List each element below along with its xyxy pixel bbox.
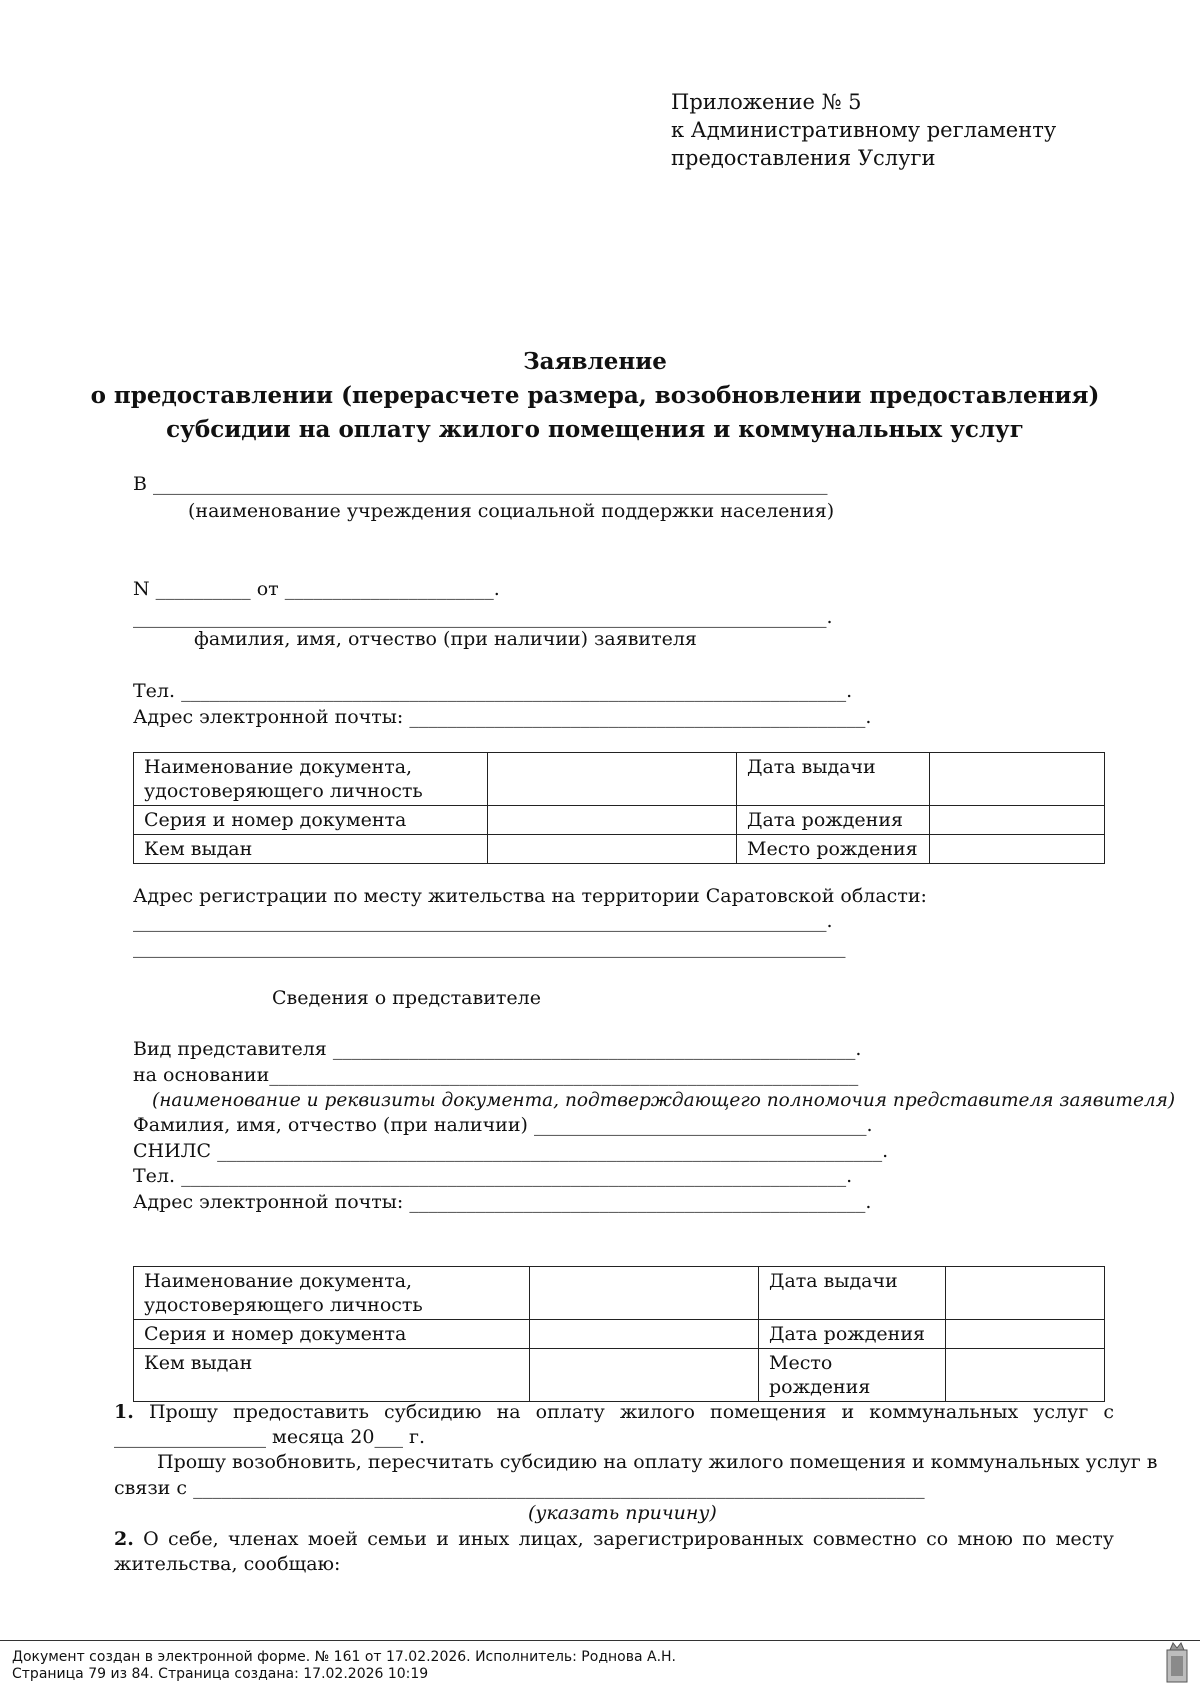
- table-row: [134, 806, 1105, 835]
- birth-place-label: Место рождения: [759, 1349, 946, 1402]
- coat-of-arms-icon: [1166, 1640, 1188, 1684]
- table-cell-input[interactable]: [530, 1267, 759, 1320]
- issued-by-label: Кем выдан: [134, 835, 488, 864]
- representative-id-table: [133, 1266, 1105, 1402]
- item-2-text: О себе, членах моей семьи и иных лицах, зарегистрированных совместно со мною по месту: [143, 1528, 1114, 1550]
- table-row: [134, 1349, 1105, 1402]
- table-cell-input[interactable]: [946, 1267, 1105, 1320]
- representative-kind-field[interactable]: Вид представителя _______________________________________________________.: [133, 1038, 862, 1060]
- representative-basis-hint: (наименование и реквизиты документа, подтверждающего полномочия представителя заявителя): [152, 1090, 1176, 1111]
- table-cell-label: [134, 1267, 530, 1320]
- table-cell-input[interactable]: [930, 806, 1105, 835]
- applicant-id-table: [133, 752, 1105, 864]
- table-row: [134, 835, 1105, 864]
- birth-date-label: Дата рождения: [759, 1320, 946, 1349]
- representative-name-field[interactable]: Фамилия, имя, отчество (при наличии) ___________________________________.: [133, 1114, 873, 1136]
- birth-date-label: Дата рождения: [737, 806, 930, 835]
- reason-field[interactable]: связи с _____________________________________________________________________________: [114, 1477, 925, 1499]
- item-1-paragraph: [114, 1401, 1114, 1423]
- representative-phone-field[interactable]: Тел. ______________________________________________________________________.: [133, 1165, 853, 1187]
- table-cell-input[interactable]: [488, 835, 737, 864]
- issued-by-label: Кем выдан: [134, 1349, 530, 1402]
- table-cell-input[interactable]: [530, 1320, 759, 1349]
- footer-page-line: Страница 79 из 84. Страница создана: 17.02.2026 10:19: [12, 1666, 429, 1682]
- address-field[interactable]: _________________________________________________________________________.: [133, 910, 833, 932]
- item-1-number: 1.: [114, 1401, 134, 1423]
- doc-name-label-cont: удостоверяющего личность: [144, 780, 423, 802]
- appendix-line: Приложение № 5: [671, 90, 862, 114]
- footer-divider: [0, 1640, 1200, 1641]
- representative-snils-field[interactable]: СНИЛС ______________________________________________________________________.: [133, 1140, 889, 1162]
- address-label: Адрес регистрации по месту жительства на территории Саратовской области:: [133, 885, 927, 907]
- table-cell-label: [134, 753, 488, 806]
- applicant-name-field[interactable]: _________________________________________________________________________.: [133, 606, 833, 628]
- appendix-line: к Административному регламенту: [671, 118, 1057, 142]
- representative-heading: Сведения о представителе: [272, 987, 541, 1009]
- start-month-field[interactable]: ________________ месяца 20___ г.: [114, 1426, 425, 1448]
- representative-email-field[interactable]: Адрес электронной почты: ________________________________________________.: [133, 1191, 872, 1213]
- table-row: [134, 1320, 1105, 1349]
- table-cell-input[interactable]: [488, 806, 737, 835]
- applicant-name-hint: фамилия, имя, отчество (при наличии) заявителя: [194, 628, 697, 650]
- issue-date-label: Дата выдачи: [737, 753, 930, 806]
- item-2-continuation: жительства, сообщаю:: [114, 1553, 341, 1575]
- table-cell-input[interactable]: [930, 835, 1105, 864]
- recipient-hint: (наименование учреждения социальной поддержки населения): [188, 500, 835, 522]
- table-row: [134, 1267, 1105, 1320]
- item-1b-paragraph: Прошу возобновить, пересчитать субсидию на оплату жилого помещения и коммунальных услуг в: [157, 1451, 1158, 1473]
- table-cell-input[interactable]: [488, 753, 737, 806]
- registration-number-field[interactable]: N __________ от ______________________.: [133, 578, 500, 600]
- series-label: Серия и номер документа: [134, 1320, 530, 1349]
- appendix-header: [671, 88, 1056, 172]
- applicant-phone-field[interactable]: Тел. ______________________________________________________________________.: [133, 680, 853, 702]
- table-cell-input[interactable]: [946, 1349, 1105, 1402]
- reason-hint: (указать причину): [528, 1502, 717, 1524]
- birth-place-label: Место рождения: [737, 835, 930, 864]
- item-1-text: Прошу предоставить субсидию на оплату жилого помещения и коммунальных услуг с: [148, 1401, 1115, 1423]
- item-2-number: 2.: [114, 1528, 134, 1550]
- address-field[interactable]: ___________________________________________________________________________: [133, 936, 846, 958]
- doc-name-label: Наименование документа,: [144, 756, 413, 778]
- table-cell-input[interactable]: [930, 753, 1105, 806]
- doc-name-label-cont: удостоверяющего личность: [144, 1294, 423, 1316]
- appendix-line: предоставления Услуги: [671, 146, 936, 170]
- representative-basis-field[interactable]: на основании______________________________________________________________: [133, 1064, 859, 1086]
- item-2-paragraph: [114, 1528, 1114, 1550]
- table-cell-input[interactable]: [530, 1349, 759, 1402]
- footer-created-line: Документ создан в электронной форме. № 161 от 17.02.2026. Исполнитель: Роднова А.Н.: [12, 1649, 677, 1665]
- document-subtitle: субсидии на оплату жилого помещения и коммунальных услуг: [166, 416, 1024, 443]
- table-cell-input[interactable]: [946, 1320, 1105, 1349]
- table-row: [134, 753, 1105, 806]
- document-title: Заявление: [523, 348, 667, 375]
- document-subtitle: о предоставлении (перерасчете размера, возобновлении предоставления): [90, 382, 1100, 409]
- issue-date-label: Дата выдачи: [759, 1267, 946, 1320]
- doc-name-label: Наименование документа,: [144, 1270, 413, 1292]
- recipient-field[interactable]: В _______________________________________________________________________: [133, 473, 828, 495]
- series-label: Серия и номер документа: [134, 806, 488, 835]
- applicant-email-field[interactable]: Адрес электронной почты: ________________________________________________.: [133, 706, 872, 728]
